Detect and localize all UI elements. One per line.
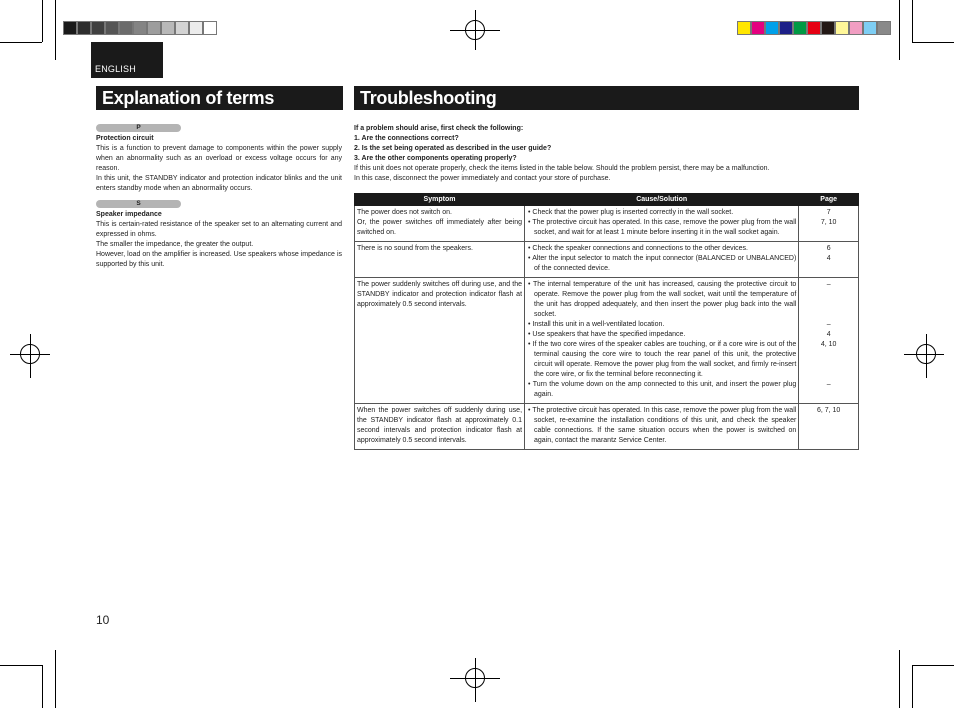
color-swatch [119,21,133,35]
cause-item: • Check the speaker connections and connections to the other devices. [528,245,748,252]
cause-cell [525,242,799,278]
symptom-text: The power does not switch on. Or, the power switches off immediately after being switched on. [357,209,523,236]
language-tab: ENGLISH [91,42,163,78]
glossary-definition [96,220,342,270]
color-swatch [91,21,105,35]
page-ref: 6 [826,245,831,252]
color-swatch [737,21,751,35]
page-cell [799,242,859,278]
symptom-header: Symptom [355,194,525,206]
symptom-text: There is no sound from the speakers. [357,245,473,252]
symptom-cell [355,278,525,404]
color-swatch [203,21,217,35]
symptom-cell [355,206,525,242]
cause-item: • Alter the input selector to match the input connector (BALANCED or UNBALANCED) of the connected device. [528,255,797,272]
page-ref: 4 [826,255,831,262]
intro-check: 3. Are the other components operating properly? [354,155,517,162]
symptom-cell [355,242,525,278]
table-row [355,206,859,242]
symptom-text: The power suddenly switches off during use, and the STANDBY indicator and protection indicator flash at approximately 0.5 second intervals. [357,281,523,308]
cause-item: • The protective circuit has operated. In this case, remove the power plug from the wall socket, and wait for at least 1 minute before inserting it in the wall socket again. [528,219,797,236]
glossary-term: Speaker impedance [96,211,162,218]
color-swatch [77,21,91,35]
color-swatch [807,21,821,35]
glossary-term: Protection circuit [96,135,154,142]
cause-item: • The protective circuit has operated. In this case, remove the power plug from the wall socket, re-examine the installation conditions of this unit, and check the speaker cable connections. If the same situation occurs when the power is switched on again, contact the marantz Service Center. [528,407,797,444]
color-swatch [849,21,863,35]
cause-item: • Turn the volume down on the amp connected to this unit, and insert the power plug again. [528,381,797,398]
cause-item: • Check that the power plug is inserted correctly in the wall socket. [528,209,734,216]
glossary-definition [96,144,342,194]
definition-paragraph: The smaller the impedance, the greater the output. [96,241,254,248]
intro-check: 2. Is the set being operated as described in the user guide? [354,145,552,152]
page-ref: – [826,381,831,388]
symptom-cell [355,404,525,450]
color-swatch [189,21,203,35]
definition-paragraph: This is a function to prevent damage to components within the power supply when an abnormality such as an overload or excess voltage occurs for any reason. [96,145,342,172]
color-swatch [751,21,765,35]
page-cell [799,206,859,242]
definition-paragraph: However, load on the amplifier is increased. Use speakers whose impedance is supported by this unit. [96,251,342,268]
color-swatch [765,21,779,35]
page-ref: – [826,281,831,288]
cause-item: • Use speakers that have the specified impedance. [528,331,686,338]
gray-color-bar [63,21,217,35]
table-header-row [355,194,859,206]
definition-paragraph: In this unit, the STANDBY indicator and protection indicator blinks and the unit enters standby mode when an abnormality occurs. [96,175,342,192]
page-cell [799,278,859,404]
troubleshooting-table [354,193,859,450]
page-ref: 7, 10 [820,219,837,226]
color-swatch [835,21,849,35]
table-row [355,278,859,404]
cause-item: • If the two core wires of the speaker cables are touching, or if a core wire is out of the terminal causing the core wire to touch the rear panel of this unit, the protective circuit will operate. Remove the power plug from the wall socket, and firmly re-insert the core wire, or fix the terminal before reconnecting it. [528,341,797,378]
process-color-bar [737,21,891,35]
page-number: 10 [96,613,110,627]
page-ref: 6, 7, 10 [816,407,841,414]
page-header: Page [799,194,859,206]
intro-body: In this case, disconnect the power immediately and contact your store of purchase. [354,175,611,182]
cause-item: • The internal temperature of the unit has increased, causing the protective circuit to operate. Remove the power plug from the wall socket, wait until the temperature of the unit has dropped adequately, and then insert the power plug back into the wall socket. [528,281,797,318]
glossary-letter-s: S [96,200,181,208]
color-swatch [793,21,807,35]
page-ref: 4 [826,331,831,338]
page-ref: 7 [826,209,831,216]
symptom-text: When the power switches off suddenly during use, the STANDBY indicator flash at approximately 0.1 second intervals and protection indicator flash at approximately 0.5 second intervals. [357,407,523,444]
color-swatch [161,21,175,35]
color-swatch [147,21,161,35]
color-swatch [821,21,835,35]
color-swatch [133,21,147,35]
color-swatch [175,21,189,35]
page-cell [799,404,859,450]
color-swatch [63,21,77,35]
color-swatch [877,21,891,35]
page-ref: – [826,321,831,328]
glossary-letter-p: P [96,124,181,132]
color-swatch [863,21,877,35]
intro-body: If this unit does not operate properly, check the items listed in the table below. Should the problem persist, there may be a malfunction. [354,165,770,172]
color-swatch [105,21,119,35]
color-swatch [779,21,793,35]
intro-lead: If a problem should arise, first check the following: [354,125,524,132]
table-row [355,242,859,278]
troubleshooting-heading: Troubleshooting [354,86,859,110]
definition-paragraph: This is certain-rated resistance of the speaker set to an alternating current and expressed in ohms. [96,221,342,238]
cause-cell [525,404,799,450]
table-row [355,404,859,450]
cause-cell [525,206,799,242]
explanation-of-terms-heading: Explanation of terms [96,86,343,110]
intro-check: 1. Are the connections correct? [354,135,459,142]
cause-item: • Install this unit in a well-ventilated location. [528,321,665,328]
cause-cell [525,278,799,404]
cause-solution-header: Cause/Solution [525,194,799,206]
page-ref: 4, 10 [820,341,837,348]
troubleshooting-intro [354,124,859,184]
